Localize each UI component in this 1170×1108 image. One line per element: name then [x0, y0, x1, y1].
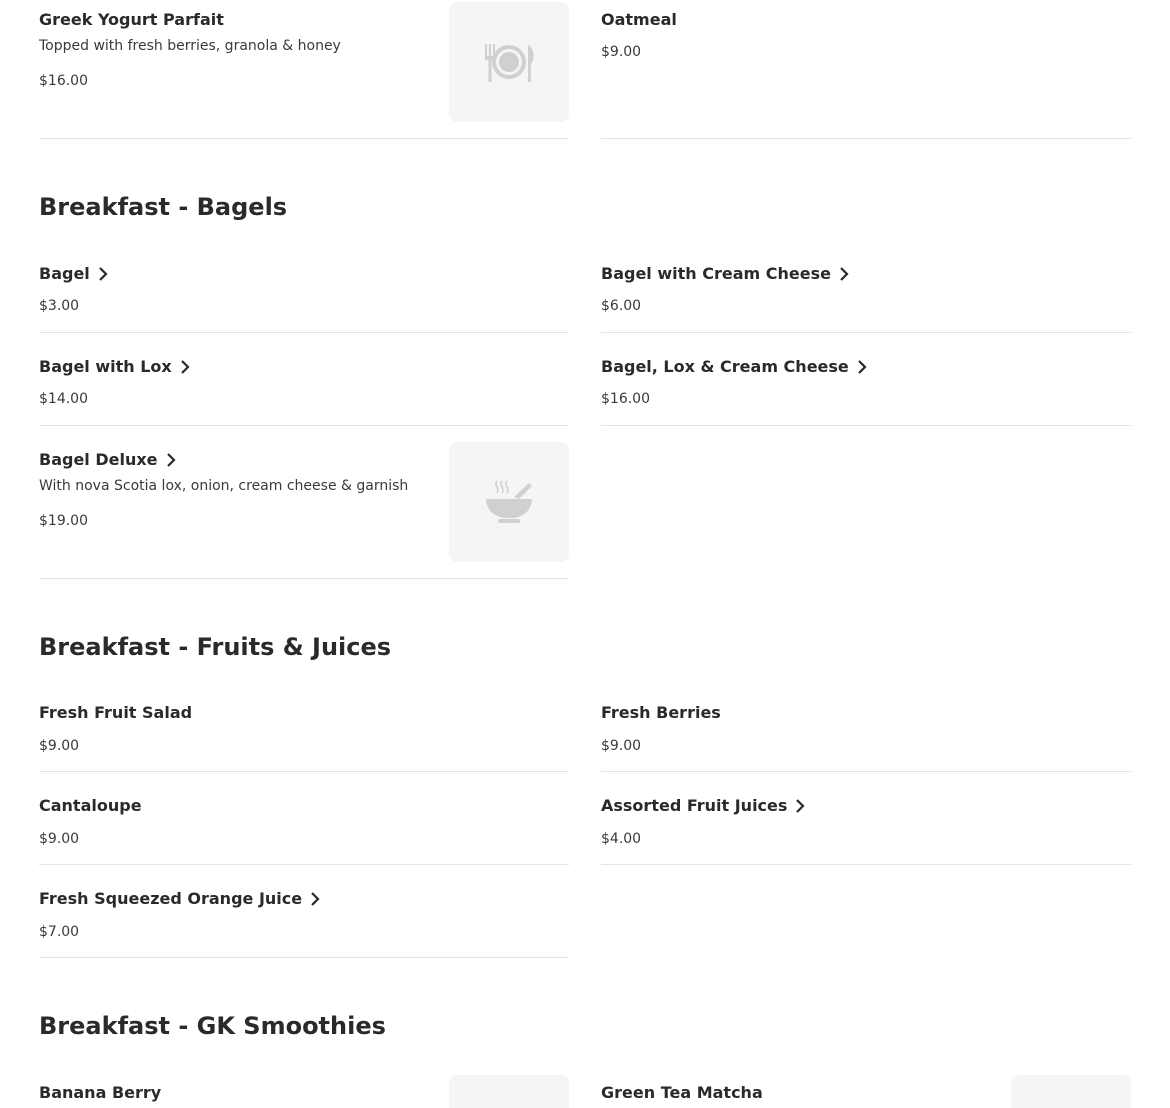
item-price: $19.00: [39, 513, 88, 529]
menu-item-bagel-with-cream-cheese[interactable]: [601, 250, 1131, 333]
item-name: Bagel with Lox: [39, 357, 172, 376]
item-price: $16.00: [39, 73, 88, 89]
item-image-placeholder[interactable]: [1011, 1075, 1131, 1108]
item-name: Bagel Deluxe: [39, 450, 158, 469]
item-image-placeholder[interactable]: [449, 1075, 569, 1108]
item-price: $9.00: [39, 831, 80, 847]
item-price: $4.00: [601, 831, 642, 847]
item-name: Cantaloupe: [39, 796, 142, 815]
chevron-right-icon: [96, 266, 110, 282]
chevron-right-icon: [164, 452, 178, 468]
menu-item-bagel-with-lox[interactable]: [39, 343, 569, 426]
item-name: Bagel with Cream Cheese: [601, 264, 831, 283]
item-price: $7.00: [39, 924, 80, 940]
item-name: Green Tea Matcha: [601, 1083, 763, 1102]
item-price: $14.00: [39, 391, 88, 407]
chevron-right-icon: [793, 798, 807, 814]
item-name: Bagel, Lox & Cream Cheese: [601, 357, 849, 376]
item-name: Banana Berry: [39, 1083, 162, 1102]
item-price: $6.00: [601, 298, 642, 314]
item-name: Fresh Squeezed Orange Juice: [39, 889, 303, 908]
menu-item-fresh-fruit-salad[interactable]: [39, 689, 569, 772]
item-image-placeholder[interactable]: [449, 442, 569, 562]
chevron-right-icon: [178, 359, 192, 375]
item-image-placeholder[interactable]: [449, 2, 569, 122]
menu-item-oatmeal[interactable]: [601, 0, 1131, 139]
section-title-smoothies: Breakfast - GK Smoothies: [39, 1012, 386, 1040]
menu-item-bagel[interactable]: [39, 250, 569, 333]
item-name: Assorted Fruit Juices: [601, 796, 788, 815]
item-name: Oatmeal: [601, 10, 677, 29]
menu-item-green-tea-matcha[interactable]: [601, 1069, 1131, 1108]
item-price: $9.00: [39, 738, 80, 754]
item-name: Bagel: [39, 264, 90, 283]
section-title-fruits-juices: Breakfast - Fruits & Juices: [39, 633, 392, 661]
soup-bowl-icon: [484, 479, 534, 525]
chevron-right-icon: [308, 891, 322, 907]
menu-item-fresh-berries[interactable]: [601, 689, 1131, 772]
menu-item-fresh-squeezed-orange-juice[interactable]: [39, 875, 569, 958]
item-name: Fresh Berries: [601, 703, 721, 722]
menu-item-bagel-lox-cream-cheese[interactable]: [601, 343, 1131, 426]
menu-item-assorted-fruit-juices[interactable]: [601, 782, 1131, 865]
item-price: $9.00: [601, 738, 642, 754]
item-description: Topped with fresh berries, granola & honey: [39, 38, 341, 54]
chevron-right-icon: [855, 359, 869, 375]
menu-item-bagel-deluxe[interactable]: [39, 436, 569, 579]
section-title-bagels: Breakfast - Bagels: [39, 193, 288, 221]
menu-item-banana-berry[interactable]: [39, 1069, 569, 1108]
plate-cutlery-icon: [482, 40, 536, 84]
item-name: Greek Yogurt Parfait: [39, 10, 224, 29]
item-description: With nova Scotia lox, onion, cream cheese & garnish: [39, 478, 409, 494]
item-price: $9.00: [601, 44, 642, 60]
item-price: $3.00: [39, 298, 80, 314]
item-name: Fresh Fruit Salad: [39, 703, 193, 722]
menu-item-cantaloupe[interactable]: [39, 782, 569, 865]
item-price: $16.00: [601, 391, 650, 407]
chevron-right-icon: [837, 266, 851, 282]
menu-item-greek-yogurt-parfait[interactable]: [39, 0, 569, 139]
